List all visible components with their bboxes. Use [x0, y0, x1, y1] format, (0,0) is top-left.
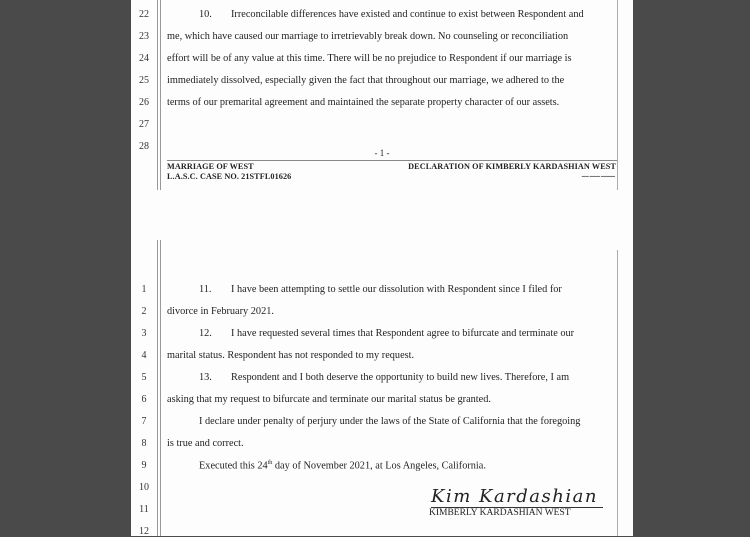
body-line	[167, 416, 580, 427]
line-number: 6	[141, 394, 147, 405]
paragraph-number: 10.	[199, 9, 212, 20]
line-text: I declare under penalty of perjury under the laws of the State of California that the foregoing	[199, 416, 581, 427]
body-line	[167, 372, 569, 383]
right-margin-rule-bottom	[617, 250, 618, 536]
body-line	[167, 350, 414, 361]
line-number: 1	[141, 284, 147, 295]
body-line	[167, 31, 568, 42]
executed-date-sup: th	[267, 460, 273, 466]
document-page	[131, 0, 633, 536]
executed-line	[167, 460, 486, 471]
line-text: Respondent and I both deserve the opportunity to build new lives. Therefore, I am	[231, 372, 570, 383]
right-margin-rule-top	[617, 0, 618, 190]
line-text: immediately dissolved, especially given the fact that throughout our marriage, we adhered to the	[167, 75, 565, 86]
line-text: I have been attempting to settle our dissolution with Respondent since I filed for	[231, 284, 562, 295]
line-number: 25	[139, 75, 149, 86]
body-line	[167, 438, 244, 449]
footer-file-ref: ▬▬ ▬▬▬ ▬▬▬▬	[581, 174, 615, 178]
line-number: 22	[139, 9, 149, 20]
line-number: 28	[139, 141, 149, 152]
body-line	[167, 394, 491, 405]
body-line	[167, 9, 584, 20]
footer-document-title: DECLARATION OF KIMBERLY KARDASHIAN WEST	[408, 162, 616, 171]
executed-date-suffix: day of November 2021, at Los Angeles, California.	[272, 460, 486, 472]
footer-rule	[167, 160, 617, 161]
line-number: 5	[141, 372, 147, 383]
line-number: 27	[139, 119, 149, 130]
page-number: - 1 -	[374, 148, 390, 158]
line-text: Irreconcilable differences have existed and continue to exist between Respondent and	[231, 9, 584, 20]
line-text: I have requested several times that Respondent agree to bifurcate and terminate our	[231, 328, 575, 339]
line-number: 8	[141, 438, 147, 449]
paragraph-number: 11.	[199, 284, 212, 295]
line-text: marital status. Respondent has not responded to my request.	[167, 350, 415, 361]
line-text: divorce in February 2021.	[167, 306, 274, 317]
line-text: asking that my request to bifurcate and terminate our marital status be granted.	[167, 394, 491, 405]
left-margin-rule-bottom	[157, 240, 161, 536]
line-number: 23	[139, 31, 149, 42]
line-number: 12	[139, 526, 149, 537]
body-line	[167, 328, 574, 339]
line-number: 2	[141, 306, 147, 317]
line-number: 7	[141, 416, 147, 427]
line-text: is true and correct.	[167, 438, 244, 449]
executed-date-prefix: Executed this 24	[199, 460, 268, 472]
line-number: 10	[139, 482, 149, 493]
footer-case-number: L.A.S.C. CASE NO. 21STFL01626	[167, 172, 292, 181]
body-line	[167, 284, 562, 295]
signature-image: Kim Kardashian	[431, 486, 598, 507]
paragraph-number: 13.	[199, 372, 212, 383]
line-number: 4	[141, 350, 147, 361]
body-line	[167, 306, 274, 317]
line-number: 26	[139, 97, 149, 108]
line-number: 11	[139, 504, 149, 515]
line-number: 9	[141, 460, 147, 471]
line-text: effort will be of any value at this time. There will be no prejudice to Respondent if our marriage is	[167, 53, 572, 64]
line-text: me, which have caused our marriage to irretrievably break down. No counseling or reconciliation	[167, 31, 569, 42]
signer-name: KIMBERLY KARDASHIAN WEST	[429, 508, 571, 518]
body-line	[167, 75, 564, 86]
left-margin-rule-top	[157, 0, 161, 190]
body-line	[167, 53, 572, 64]
line-number: 3	[141, 328, 147, 339]
line-text: terms of our premarital agreement and maintained the separate property character of our assets.	[167, 97, 560, 108]
body-line	[167, 97, 559, 108]
paragraph-number: 12.	[199, 328, 212, 339]
line-number: 24	[139, 53, 149, 64]
footer-case-title: MARRIAGE OF WEST	[167, 162, 254, 171]
